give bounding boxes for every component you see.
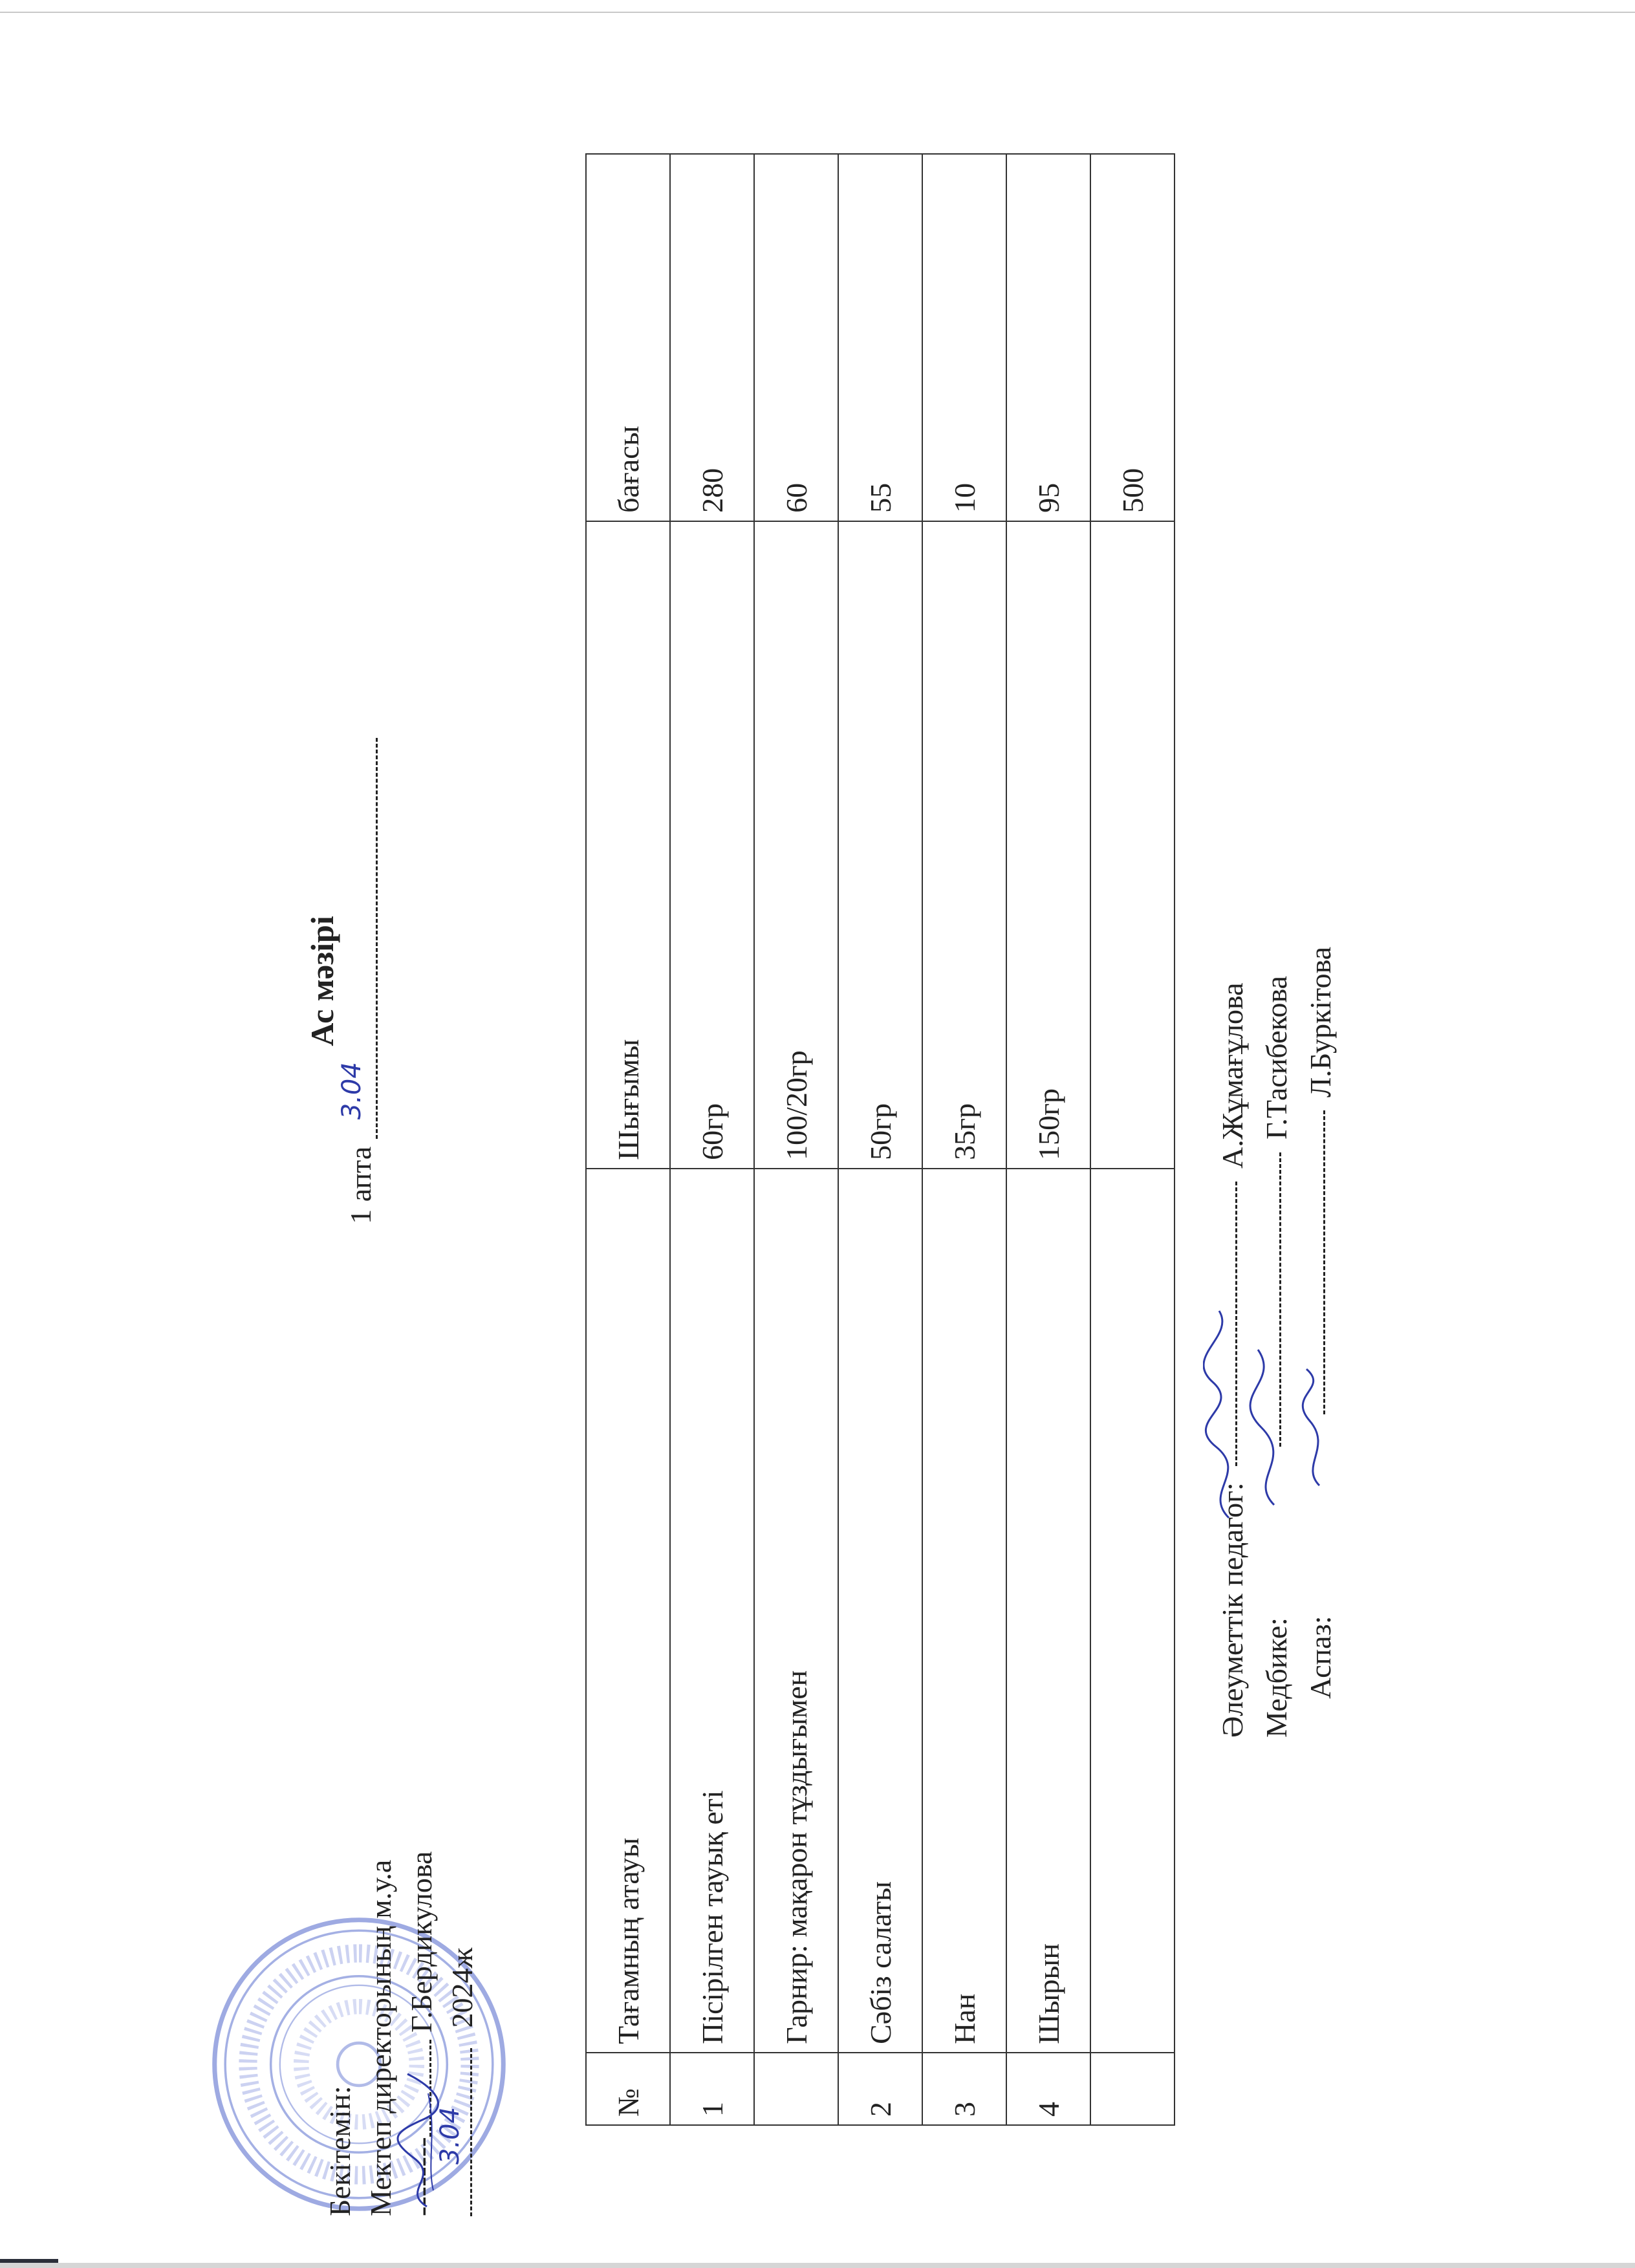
staff-role: Медбике: — [1260, 1617, 1293, 1738]
approval-director-name: Г.Бердикулова — [404, 1851, 438, 2033]
cell-yield — [1090, 521, 1175, 1169]
approval-label: Бекітемін: — [323, 2086, 356, 2216]
cell-num: 2 — [838, 2053, 922, 2125]
cell-num — [1090, 2053, 1175, 2125]
director-signature-icon — [388, 2068, 446, 2210]
cell-num: 3 — [922, 2053, 1006, 2125]
table-row — [1006, 154, 1090, 2125]
table-header-row — [586, 154, 670, 2125]
staff-name: Г.Тасибекова — [1260, 975, 1293, 1139]
table-row — [838, 154, 922, 2125]
approval-handwritten-date: 3.04 — [435, 2106, 465, 2165]
week-line — [337, 625, 378, 1337]
approval-dashes: -------- — [404, 2137, 438, 2216]
cell-num: 4 — [1006, 2053, 1090, 2125]
header-price: бағасы — [586, 154, 670, 521]
week-fill-line — [337, 738, 378, 1139]
week-handwritten-date: 3.04 — [337, 1062, 367, 1120]
cell-price: 55 — [838, 154, 922, 521]
cell-dish: Гарнир: мақарон тұздығымен — [754, 1169, 838, 2053]
header-dish: Тағамның атауы — [586, 1169, 670, 2053]
cell-yield: 100/20гр — [754, 521, 838, 1169]
page-title: Ас мәзірі — [304, 916, 340, 1046]
menu-table — [585, 153, 1175, 2126]
approval-year: 2024ж — [445, 1947, 479, 2028]
staff-name: Л.Буркітова — [1304, 946, 1337, 1097]
staff-role: Әлеуметтік педагог: — [1216, 1482, 1249, 1738]
cell-yield: 150гр — [1006, 521, 1090, 1169]
header-yield: Шығымы — [586, 521, 670, 1169]
cell-dish: Пісірілген тауық еті — [670, 1169, 754, 2053]
cell-price: 10 — [922, 154, 1006, 521]
title-block — [304, 625, 378, 1337]
cell-num: 1 — [670, 2053, 754, 2125]
table-row — [754, 154, 838, 2125]
cell-dish: Шырын — [1006, 1169, 1090, 2053]
cell-dish — [1090, 1169, 1175, 2053]
cell-yield: 35гр — [922, 521, 1006, 1169]
cell-price: 280 — [670, 154, 754, 521]
cell-dish: Сәбіз салаты — [838, 1169, 922, 2053]
week-label: 1 апта — [343, 1146, 377, 1224]
table-total-row — [1090, 154, 1175, 2125]
cell-yield: 60гр — [670, 521, 754, 1169]
cell-num — [754, 2053, 838, 2125]
header-num: № — [586, 2053, 670, 2125]
approval-date-line — [435, 1852, 480, 2216]
cell-dish: Нан — [922, 1169, 1006, 2053]
cell-price: 60 — [754, 154, 838, 521]
cell-total-price: 500 — [1090, 154, 1175, 521]
staff-role: Аспаз: — [1304, 1615, 1337, 1699]
cell-price: 95 — [1006, 154, 1090, 521]
approval-position: Мектеп директорының м.у.а — [363, 1859, 397, 2216]
staff-signature-scribbles-icon — [1203, 1285, 1352, 1531]
cell-yield: 50гр — [838, 521, 922, 1169]
table-row — [922, 154, 1006, 2125]
table-row — [670, 154, 754, 2125]
staff-name: А.Жұмағұлова — [1216, 982, 1249, 1169]
